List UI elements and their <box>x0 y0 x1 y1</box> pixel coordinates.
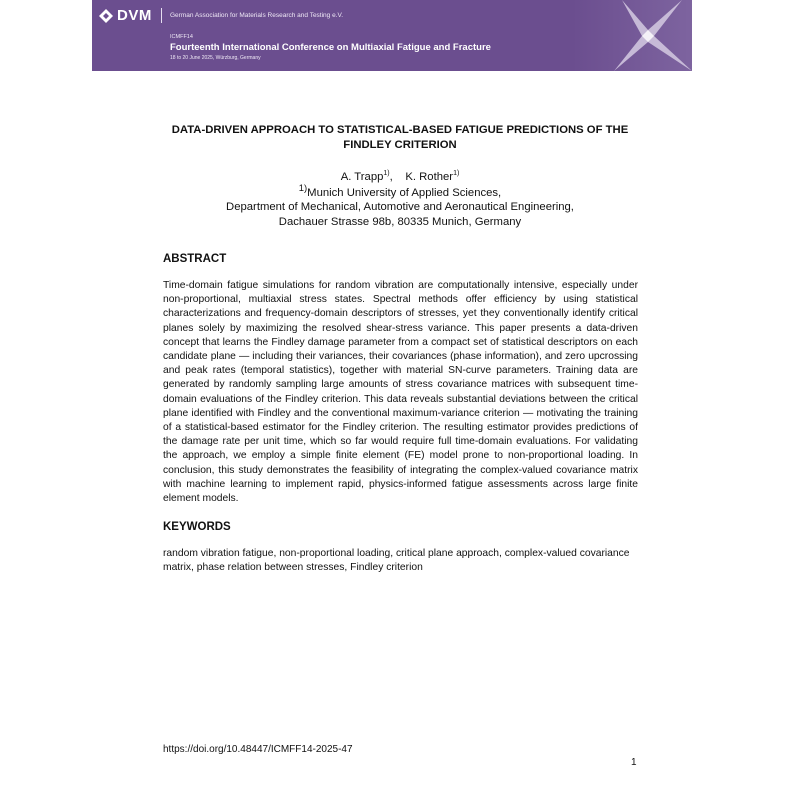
affiliation-line <box>150 181 650 200</box>
affiliation-institution: Munich University of Applied Sciences, <box>307 186 502 199</box>
author-name: K. Rother <box>405 170 454 183</box>
conference-title: Fourteenth International Conference on Multiaxial Fatigue and Fracture <box>170 42 491 53</box>
keywords-text: random vibration fatigue, non-proportional loading, critical plane approach, complex-valued covariance matrix, phase relation between stresses, Findley criterion <box>163 548 630 574</box>
abstract-text: Time-domain fatigue simulations for random vibration are computationally intensive, especially under non-proportional, multiaxial stress states. Spectral methods offer efficiency by using statistical characterizations and frequency-domain descriptors of stresses, yet they conventionally identify critical planes solely by maximizing the resolved shear-stress variance. This paper presents a data-driven concept that learns the Findley damage parameter from a compact set of statistical descriptors on each candidate plane — including their variances, their covariances (phase information), and zero upcrossing and peak rates (temporal statistics), together with material SN-curve parameters. Training data are generated by randomly sampling large amounts of stress covariance matrices with subsequent time-domain evaluations of the Findley criterion. This data reveals substantial deviations between the critical plane identified with Findley and the conventional maximum-variance criterion — motivating the training of a statistical-based estimator for the Findley criterion. The resulting estimator provides predictions of the damage rate per unit time, which so far would require full time-domain evaluations. For validating the approach, we employ a simple finite element (FE) model prone to non-proportional loading. In conclusion, this study demonstrates the feasibility of integrating the complex-valued covariance matrix with machine learning to implement rapid, physics-informed fatigue assessments across large finite element models. <box>163 280 638 505</box>
doi-link[interactable]: https://doi.org/10.48447/ICMFF14-2025-47 <box>163 744 353 755</box>
conference-banner <box>92 0 692 71</box>
author-affiliation-marker: 1) <box>453 170 460 177</box>
page-number: 1 <box>631 757 637 768</box>
dvm-logo <box>99 7 152 24</box>
affiliation-block <box>150 181 650 229</box>
cross-star-icon <box>602 0 692 71</box>
brand-name: DVM <box>117 7 152 24</box>
conference-dates: 18 to 20 June 2025, Würzburg, Germany <box>170 55 261 61</box>
author-affiliation-marker: 1) <box>383 170 390 177</box>
dvm-diamond-logo-icon <box>99 9 113 23</box>
abstract-heading: ABSTRACT <box>163 253 227 265</box>
affiliation-department: Department of Mechanical, Automotive and Aeronautical Engineering, <box>226 201 574 214</box>
keywords-heading: KEYWORDS <box>163 521 231 533</box>
author-name: A. Trapp <box>340 170 384 183</box>
organization-name: German Association for Materials Research and Testing e.V. <box>170 12 344 19</box>
logo-divider <box>161 8 162 23</box>
affiliation-marker: 1) <box>298 182 308 193</box>
affiliation-address: Dachauer Strasse 98b, 80335 Munich, Germany <box>278 215 522 228</box>
conference-short-name: ICMFF14 <box>170 34 193 40</box>
paper-title: DATA-DRIVEN APPROACH TO STATISTICAL-BASED FATIGUE PREDICTIONS OF THE FINDLEY CRITERION <box>171 124 629 151</box>
author-list: A. Trapp$^{1)}$, K. Rother$^{1)}$ <box>340 170 460 183</box>
